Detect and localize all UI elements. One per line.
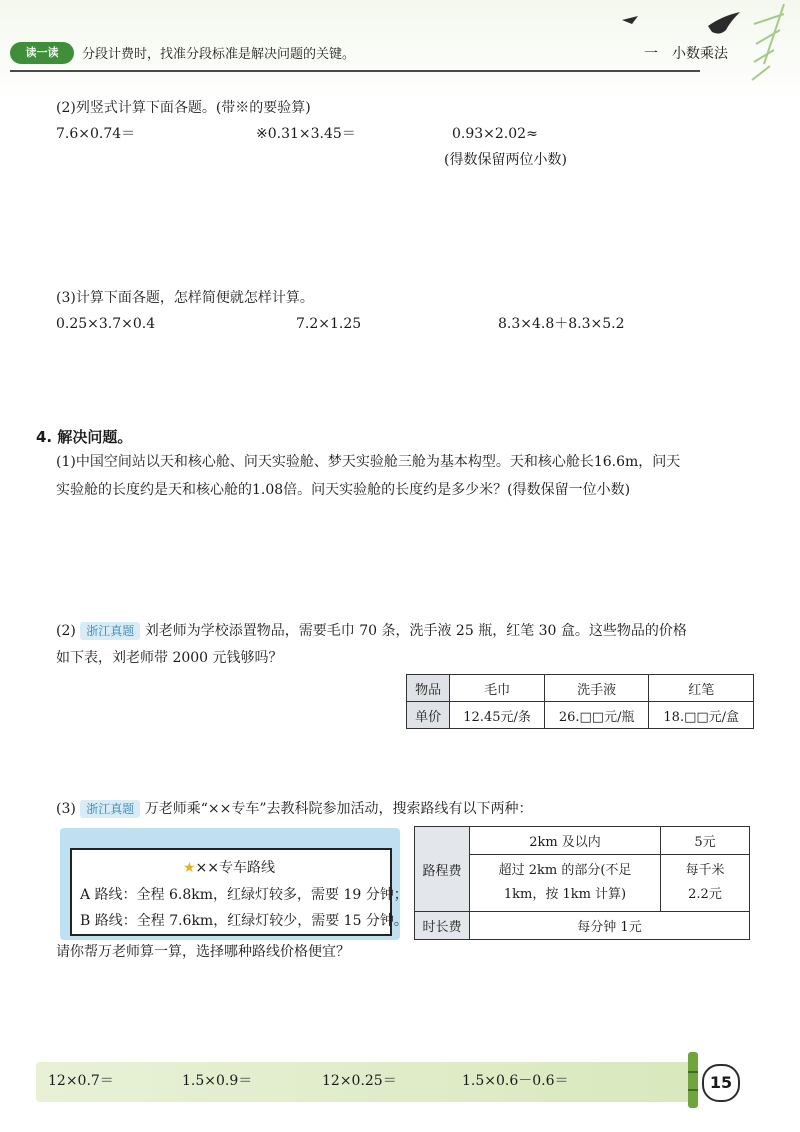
table-header-cell: 物品 [407, 675, 450, 702]
table-cell: 18.□□元/盒 [649, 702, 754, 729]
table-cell: 每分钟 1元 [470, 912, 750, 940]
section2-item-2: ※0.31×3.45＝ [256, 126, 356, 142]
footer-item-2: 1.5×0.9＝ [182, 1073, 253, 1089]
table-header-cell: 红笔 [649, 675, 754, 702]
fee-table [414, 826, 750, 940]
fee-desc-line1: 超过 2km 的部分(不足 [498, 863, 632, 878]
q4-p3-line-wrap [56, 800, 533, 818]
footer-item-3: 12×0.25＝ [322, 1073, 397, 1089]
fee-price-line2: 2.2元 [688, 887, 722, 902]
table-header-cell: 毛巾 [450, 675, 545, 702]
table-row [415, 912, 750, 940]
route-title: ××专车路线 [195, 860, 276, 876]
time-label: 时长费 [415, 912, 470, 940]
fee-label: 路程费 [415, 827, 470, 912]
leaf-icon [744, 4, 794, 104]
price-table [406, 674, 754, 729]
q4-p2-line1-wrap [56, 622, 687, 640]
section3-item-2: 7.2×1.25 [296, 316, 362, 332]
table-cell [470, 855, 661, 912]
chapter-title: 一 小数乘法 [644, 46, 728, 62]
table-cell: 2km 及以内 [470, 827, 661, 855]
footer-item-4: 1.5×0.6－0.6＝ [462, 1073, 569, 1089]
read-badge: 读一读 [10, 42, 74, 64]
star-icon: ★ [182, 860, 196, 876]
q4-p2-line2: 如下表，刘老师带 2000 元钱够吗？ [56, 650, 283, 666]
q4-p3-question: 请你帮万老师算一算，选择哪种路线价格便宜？ [56, 944, 350, 960]
header-divider [10, 70, 700, 72]
table-row [415, 827, 750, 855]
table-cell: 5元 [661, 827, 750, 855]
section2-item-3: 0.93×2.02≈ [452, 126, 538, 142]
q4-p3-num: (3) [56, 801, 76, 817]
q4-p1-line1: (1)中国空间站以天和核心舱、问天实验舱、梦天实验舱三舱为基本构型。天和核心舱长16.6m，问天 [56, 454, 681, 470]
route-b: B 路线：全程 7.6km，红绿灯较少，需要 15 分钟。 [80, 913, 408, 929]
section2-item-1: 7.6×0.74＝ [56, 126, 136, 142]
table-cell: 单价 [407, 702, 450, 729]
table-cell: 26.□□元/瓶 [544, 702, 649, 729]
section2-note: (得数保留两位小数) [444, 152, 567, 168]
footer-item-1: 12×0.7＝ [48, 1073, 114, 1089]
page-number: 15 [702, 1064, 740, 1102]
table-header-cell: 洗手液 [544, 675, 649, 702]
table-cell: 12.45元/条 [450, 702, 545, 729]
zhejiang-tag: 浙江真题 [80, 800, 140, 818]
table-row [407, 702, 754, 729]
bamboo-icon [680, 1050, 704, 1110]
zhejiang-tag: 浙江真题 [80, 622, 140, 640]
route-a: A 路线：全程 6.8km，红绿灯较多，需要 19 分钟； [80, 887, 408, 903]
table-row [407, 675, 754, 702]
q4-p2-num: (2) [56, 623, 76, 639]
q4-p3-line: 万老师乘“××专车”去教科院参加活动，搜索路线有以下两种： [144, 801, 533, 817]
table-cell [661, 855, 750, 912]
swallow-icon [612, 6, 762, 46]
header-tip: 分段计费时，找准分段标准是解决问题的关键。 [82, 47, 356, 62]
section2-title: (2)列竖式计算下面各题。(带※的要验算) [56, 100, 311, 116]
q4-p1-line2: 实验舱的长度约是天和核心舱的1.08倍。问天实验舱的长度约是多少米？(得数保留一位小数) [56, 482, 631, 498]
route-title-wrap [70, 857, 388, 877]
fee-price-line1: 每千米 [685, 863, 725, 878]
section3-title: (3)计算下面各题，怎样简便就怎样计算。 [56, 290, 314, 306]
q4-p2-line1: 刘老师为学校添置物品，需要毛巾 70 条，洗手液 25 瓶，红笔 30 盒。这些物品的价格 [144, 623, 687, 639]
q4-title: 4. 解决问题。 [36, 428, 133, 446]
section3-item-3: 8.3×4.8＋8.3×5.2 [498, 316, 625, 332]
section3-item-1: 0.25×3.7×0.4 [56, 316, 156, 332]
fee-desc-line2: 1km，按 1km 计算) [503, 887, 627, 902]
